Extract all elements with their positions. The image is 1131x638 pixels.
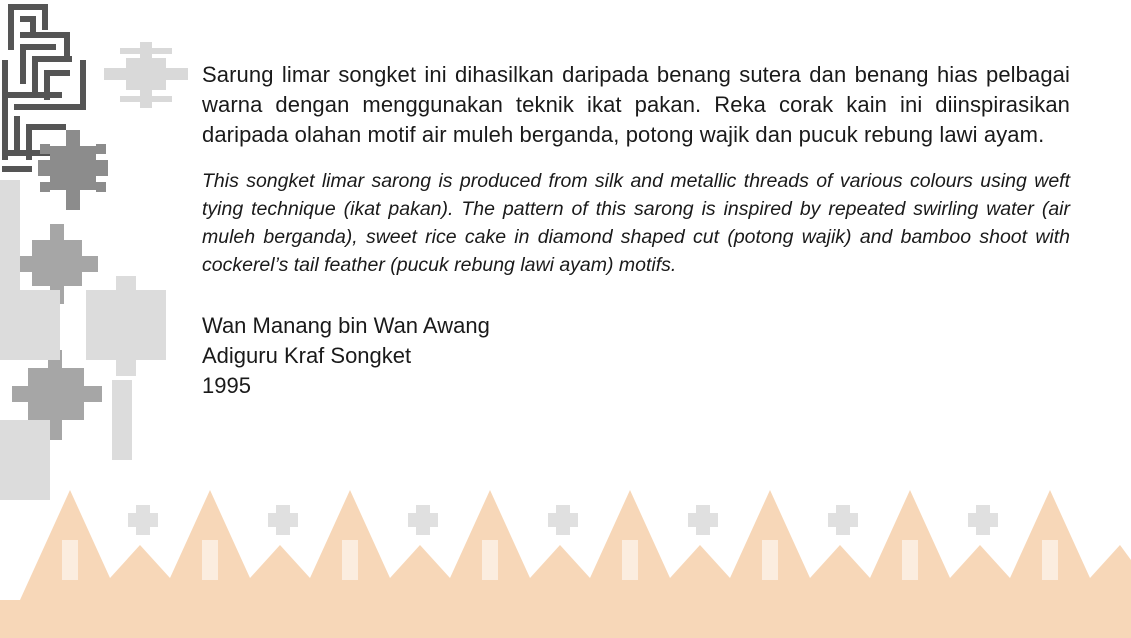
description-malay: Sarung limar songket ini dihasilkan daripada benang sutera dan benang hias pelbagai warna dengan menggunakan teknik ikat pakan. Reka corak kain ini diinspirasikan daripada olahan motif air muleh berganda, potong wajik dan pucuk rebung lawi ayam. [202,62,1070,147]
left-pattern [0,4,188,500]
bottom-pattern [0,490,1131,638]
description-panel [202,60,1070,401]
artisan-title: Adiguru Kraf Songket [202,343,412,368]
description-english: This songket limar sarong is produced from silk and metallic threads of various colours using weft tying technique (ikat pakan). The pattern of this sarong is inspired by repeated swirling water (air muleh berganda), sweet rice cake in diamond shaped cut (potong wajik) and bamboo shoot with cockerel’s tail feather (pucuk rebung lawi ayam) motifs. [202,170,1070,276]
credits [202,311,1070,401]
year: 1995 [202,373,251,398]
flower-motif-pale [0,180,166,500]
flower-motif-light [104,42,188,108]
flower-motif-grey [38,130,108,210]
artisan-name: Wan Manang bin Wan Awang [202,313,490,338]
